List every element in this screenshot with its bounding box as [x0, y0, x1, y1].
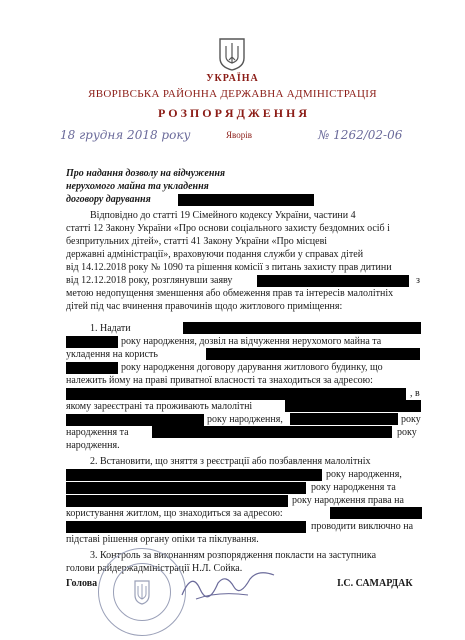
redaction	[66, 469, 322, 481]
signature-scribble	[178, 565, 278, 605]
redaction	[290, 413, 398, 425]
title-line-1: Про надання дозволу на відчуження	[66, 168, 226, 179]
preamble-line: з	[416, 275, 420, 286]
preamble-line: Відповідно до статті 19 Сімейного кодексу України, частини 4	[90, 210, 356, 221]
country-name: УКРАЇНА	[206, 73, 259, 84]
item2-line: підставі рішення органу опіки та піклування.	[66, 534, 259, 545]
item2-line: року народження та	[311, 482, 396, 493]
item1-line: року народження, дозвіл на відчуження нерухомого майна та	[121, 336, 382, 347]
item1-line: укладення на користь	[66, 349, 158, 360]
item1-line: належить йому на праві приватної власності та знаходиться за адресою:	[66, 375, 373, 386]
item1-line: року	[397, 427, 417, 438]
document-number: № 1262/02-06	[318, 128, 403, 142]
item1-line: народження.	[66, 440, 120, 451]
redaction	[66, 388, 406, 400]
redaction	[66, 336, 118, 348]
item2-line: року народження права на	[292, 495, 404, 506]
item2-line: року народження,	[326, 469, 402, 480]
redaction	[66, 362, 118, 374]
signature-position: Голова	[66, 578, 98, 589]
item1-line: 1. Надати	[90, 323, 131, 334]
item2-line: проводити виключно на	[311, 521, 414, 532]
preamble-line: від 12.12.2018 року, розглянувши заяву	[66, 275, 233, 286]
redaction	[152, 426, 392, 438]
redaction	[178, 194, 314, 206]
redaction	[330, 507, 422, 519]
place-name: Яворів	[226, 130, 252, 140]
stamp-seal-icon	[98, 548, 186, 636]
item3-line: голови райдержадміністрації Н.Л. Сойка.	[66, 563, 243, 574]
item2-line: 2. Встановити, що зняття з реєстрації або позбавлення малолітніх	[90, 456, 371, 467]
item1-line: народження та	[66, 427, 129, 438]
title-line-2: нерухомого майна та укладення	[66, 181, 209, 192]
item3-line: 3. Контроль за виконанням розпорядження покласти на заступника	[90, 550, 377, 561]
item1-line: року народження договору дарування житлового будинку, що	[121, 362, 383, 373]
redaction	[183, 322, 421, 334]
item1-line: року	[401, 414, 421, 425]
item1-line: року народження,	[207, 414, 283, 425]
preamble-line: від 14.12.2018 року № 1090 та рішення комісії з питань захисту прав дитини	[66, 262, 392, 273]
item1-line: , в	[410, 388, 420, 399]
preamble-line: метою недопущення зменшення або обмеження прав та інтересів малолітніх	[66, 288, 394, 299]
title-line-3: договору дарування	[66, 194, 151, 205]
item2-line: користування житлом, що знаходиться за адресою:	[66, 508, 283, 519]
redaction	[66, 521, 306, 533]
preamble-line: безпритульних дітей», статті 41 Закону України «Про місцеві	[66, 236, 328, 247]
redaction	[66, 482, 306, 494]
redaction	[66, 414, 204, 426]
redaction	[66, 495, 288, 507]
preamble-line: державні адміністрації», враховуючи подання служби у справах дітей	[66, 249, 364, 260]
redaction	[257, 275, 409, 287]
item1-line: якому зареєстрані та проживають малолітні	[66, 401, 253, 412]
signature-name: І.С. САМАРДАК	[337, 578, 413, 589]
trident-emblem-icon	[217, 36, 247, 72]
preamble-line: статті 12 Закону України «Про основи соціального захисту бездомних осіб і	[66, 223, 390, 234]
preamble-line: дітей під час вчинення правочинів щодо житлового приміщення:	[66, 301, 343, 312]
redaction	[285, 400, 421, 412]
document-type: Р О З П О Р Я Д Ж Е Н Н Я	[157, 106, 308, 120]
authority-name: ЯВОРІВСЬКА РАЙОННА ДЕРЖАВНА АДМІНІСТРАЦІЯ	[88, 88, 377, 100]
date-handwritten: 18 грудня 2018 року	[60, 128, 191, 142]
redaction	[206, 348, 420, 360]
